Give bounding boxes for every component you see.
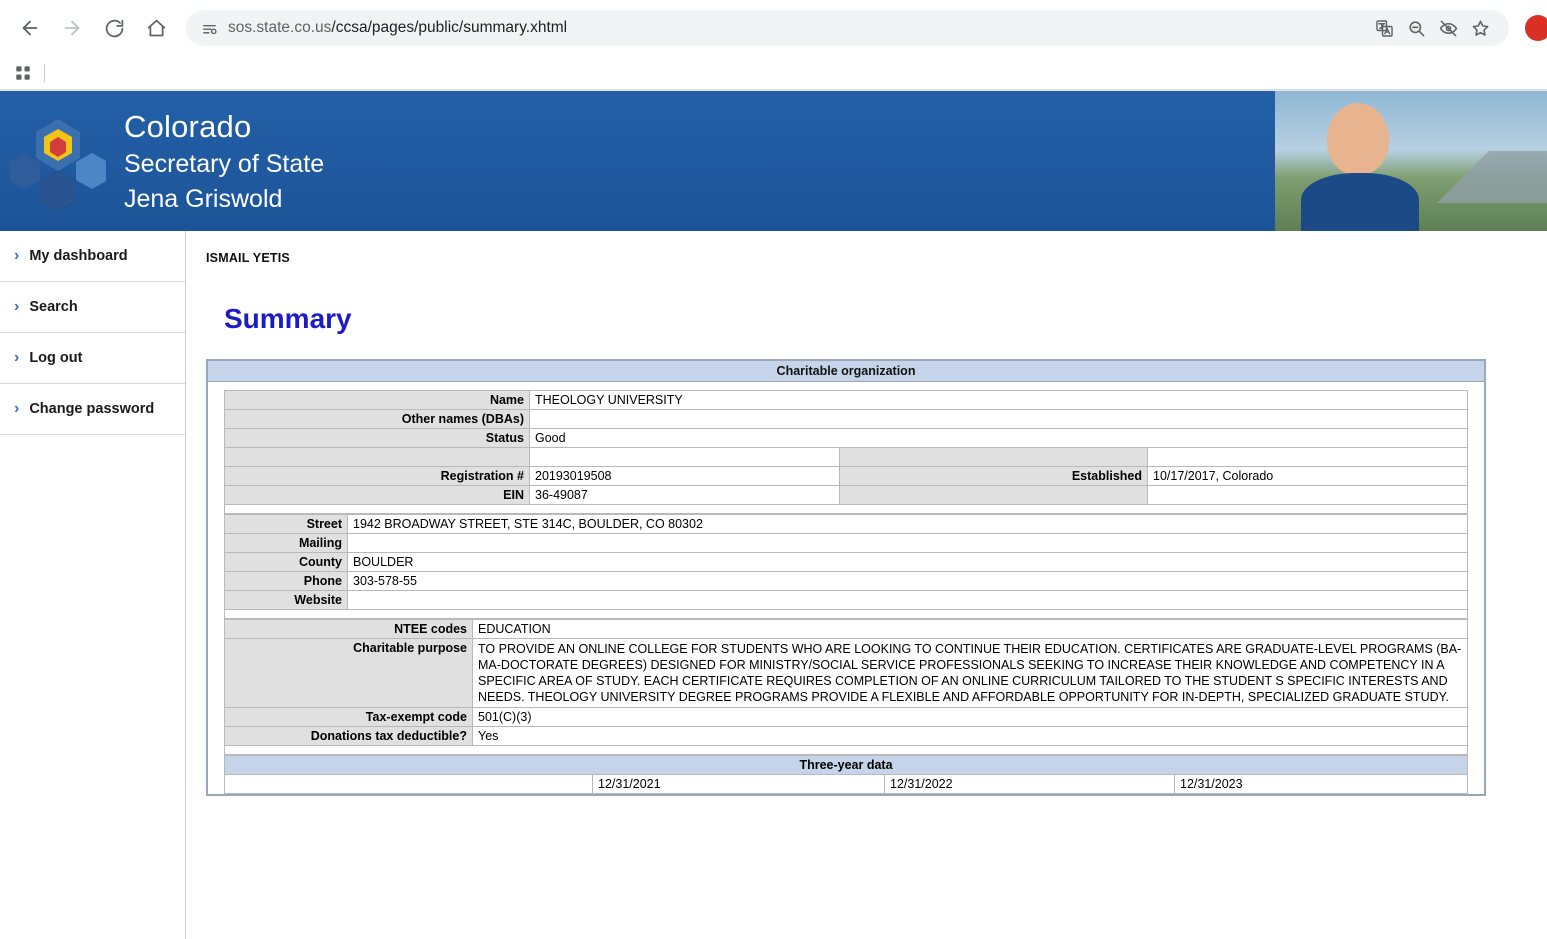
sidebar-item-label: Search [29, 299, 78, 315]
spacer-row [225, 746, 1468, 755]
filler-cell [1148, 486, 1468, 505]
portrait-body [1301, 173, 1419, 231]
browser-chrome [0, 0, 1547, 91]
main-content [186, 231, 1547, 939]
home-icon[interactable] [136, 8, 176, 48]
table-row [225, 448, 1468, 467]
table-row [225, 391, 1468, 410]
site-info-icon[interactable] [196, 15, 222, 41]
table-row [225, 534, 1468, 553]
table-row [225, 727, 1468, 746]
table-row [225, 620, 1468, 639]
table-row [225, 467, 1468, 486]
year-column-2: 12/31/2022 [885, 775, 1175, 794]
url-path: /ccsa/pages/public/summary.xhtml [331, 19, 568, 36]
profile-area [1519, 15, 1537, 41]
table-row [225, 756, 1468, 775]
reload-icon[interactable] [94, 8, 134, 48]
filler-cell [530, 448, 840, 467]
address-bar[interactable] [186, 10, 1509, 46]
table-row [225, 775, 1468, 794]
status-value: Good [530, 429, 1468, 448]
deductible-label: Donations tax deductible? [225, 727, 473, 746]
table-row [225, 708, 1468, 727]
deductible-value: Yes [473, 727, 1468, 746]
brand-text [124, 108, 325, 213]
sidebar-item-label: My dashboard [29, 248, 128, 264]
org-purpose-table [224, 619, 1468, 755]
chevron-right-icon: › [14, 349, 20, 366]
phone-label: Phone [225, 572, 348, 591]
sidebar-item-my-dashboard[interactable] [0, 231, 185, 282]
established-label: Established [840, 467, 1148, 486]
chevron-right-icon: › [14, 247, 20, 264]
portrait-head [1327, 103, 1389, 175]
header-photo [1275, 91, 1547, 231]
star-icon[interactable] [1465, 13, 1495, 43]
page-title: Summary [224, 303, 352, 334]
sidebar-item-label: Log out [29, 350, 83, 366]
forward-arrow-icon[interactable] [52, 8, 92, 48]
mailing-label: Mailing [225, 534, 348, 553]
filler-cell [840, 486, 1148, 505]
org-identity-table [224, 390, 1468, 514]
page-body [0, 231, 1547, 939]
dba-value [530, 410, 1468, 429]
brand-line-2: Secretary of State [124, 149, 325, 178]
browser-toolbar [0, 0, 1547, 56]
street-value: 1942 BROADWAY STREET, STE 314C, BOULDER, CO 80302 [348, 515, 1468, 534]
year-column-1: 12/31/2021 [593, 775, 885, 794]
website-value [348, 591, 1468, 610]
breadcrumb: ISMAIL YETIS [206, 251, 290, 265]
table-row [225, 572, 1468, 591]
ntee-label: NTEE codes [225, 620, 473, 639]
omnibox-actions [1369, 13, 1495, 43]
three-year-title: Three-year data [225, 756, 1468, 775]
table-row [225, 486, 1468, 505]
sidebar-item-change-password[interactable] [0, 384, 185, 435]
sidebar-item-log-out[interactable] [0, 333, 185, 384]
apps-grid-icon[interactable] [14, 64, 32, 82]
established-value: 10/17/2017, Colorado [1148, 467, 1468, 486]
website-label: Website [225, 591, 348, 610]
translate-icon[interactable] [1369, 13, 1399, 43]
street-label: Street [225, 515, 348, 534]
ein-value: 36-49087 [530, 486, 840, 505]
sidebar-item-label: Change password [29, 401, 155, 417]
name-value: THEOLOGY UNIVERSITY [530, 391, 1468, 410]
name-label: Name [225, 391, 530, 410]
site-header [0, 91, 1547, 231]
table-row [225, 429, 1468, 448]
phone-value: 303-578-55 [348, 572, 1468, 591]
panel-inner [208, 382, 1484, 794]
filler-cell [1148, 448, 1468, 467]
brand-line-1: Colorado [124, 108, 252, 144]
mailing-value [348, 534, 1468, 553]
ein-label: EIN [225, 486, 530, 505]
filler-cell [840, 448, 1148, 467]
org-address-table [224, 514, 1468, 619]
county-value: BOULDER [348, 553, 1468, 572]
filler-cell [225, 775, 593, 794]
ntee-value: EDUCATION [473, 620, 1468, 639]
avatar[interactable] [1525, 15, 1547, 41]
back-arrow-icon[interactable] [10, 8, 50, 48]
url-host: sos.state.co.us [228, 19, 332, 36]
spacer-row [225, 610, 1468, 619]
purpose-label: Charitable purpose [225, 639, 473, 708]
three-year-data-table [224, 755, 1468, 794]
zoom-out-icon[interactable] [1401, 13, 1431, 43]
county-label: County [225, 553, 348, 572]
portrait-graphic [1297, 105, 1429, 231]
brand-line-3: Jena Griswold [124, 184, 283, 213]
chevron-right-icon: › [14, 298, 20, 315]
filler-cell [225, 448, 530, 467]
spacer-row [225, 505, 1468, 514]
charitable-organization-panel [206, 359, 1486, 796]
dba-label: Other names (DBAs) [225, 410, 530, 429]
bookmark-divider [44, 64, 45, 82]
table-row [225, 553, 1468, 572]
status-label: Status [225, 429, 530, 448]
table-row [225, 591, 1468, 610]
sidebar [0, 231, 186, 939]
taxcode-label: Tax-exempt code [225, 708, 473, 727]
chevron-right-icon: › [14, 400, 20, 417]
table-row [225, 639, 1468, 708]
colorado-logo-icon [10, 113, 106, 209]
table-row [225, 410, 1468, 429]
taxcode-value: 501(C)(3) [473, 708, 1468, 727]
registration-value: 20193019508 [530, 467, 840, 486]
hide-password-icon[interactable] [1433, 13, 1463, 43]
url-text [228, 19, 567, 37]
panel-title: Charitable organization [208, 361, 1484, 382]
sidebar-item-search[interactable] [0, 282, 185, 333]
registration-label: Registration # [225, 467, 530, 486]
table-row [225, 515, 1468, 534]
year-column-3: 12/31/2023 [1175, 775, 1468, 794]
purpose-value: TO PROVIDE AN ONLINE COLLEGE FOR STUDENTS WHO ARE LOOKING TO CONTINUE THEIR EDUCATION. CERTIFICATES ARE GRADUATE-LEVEL PROGRAMS (BA-MA-DOCTORATE DEGREES) DESIGNED FOR MINISTRY/SOCIAL SERVICE PROFESSIONALS SEEKING TO INCREASE THEIR KNOWLEDGE AND COMPETENCY IN A SPECIFIC AREA OF STUDY. EACH CERTIFICATE REQUIRES COMPLETION OF AN ONLINE CURRICULUM TAILORED TO THE STUDENT S SPECIFIC INTERESTS AND NEEDS. THEOLOGY UNIVERSITY DEGREE PROGRAMS PROVIDE A FLEXIBLE AND AFFORDABLE OPPORTUNITY FOR IN-DEPTH, SPECIALIZED GRADUATE STUDY. [473, 639, 1468, 708]
bookmarks-bar [0, 56, 1547, 90]
